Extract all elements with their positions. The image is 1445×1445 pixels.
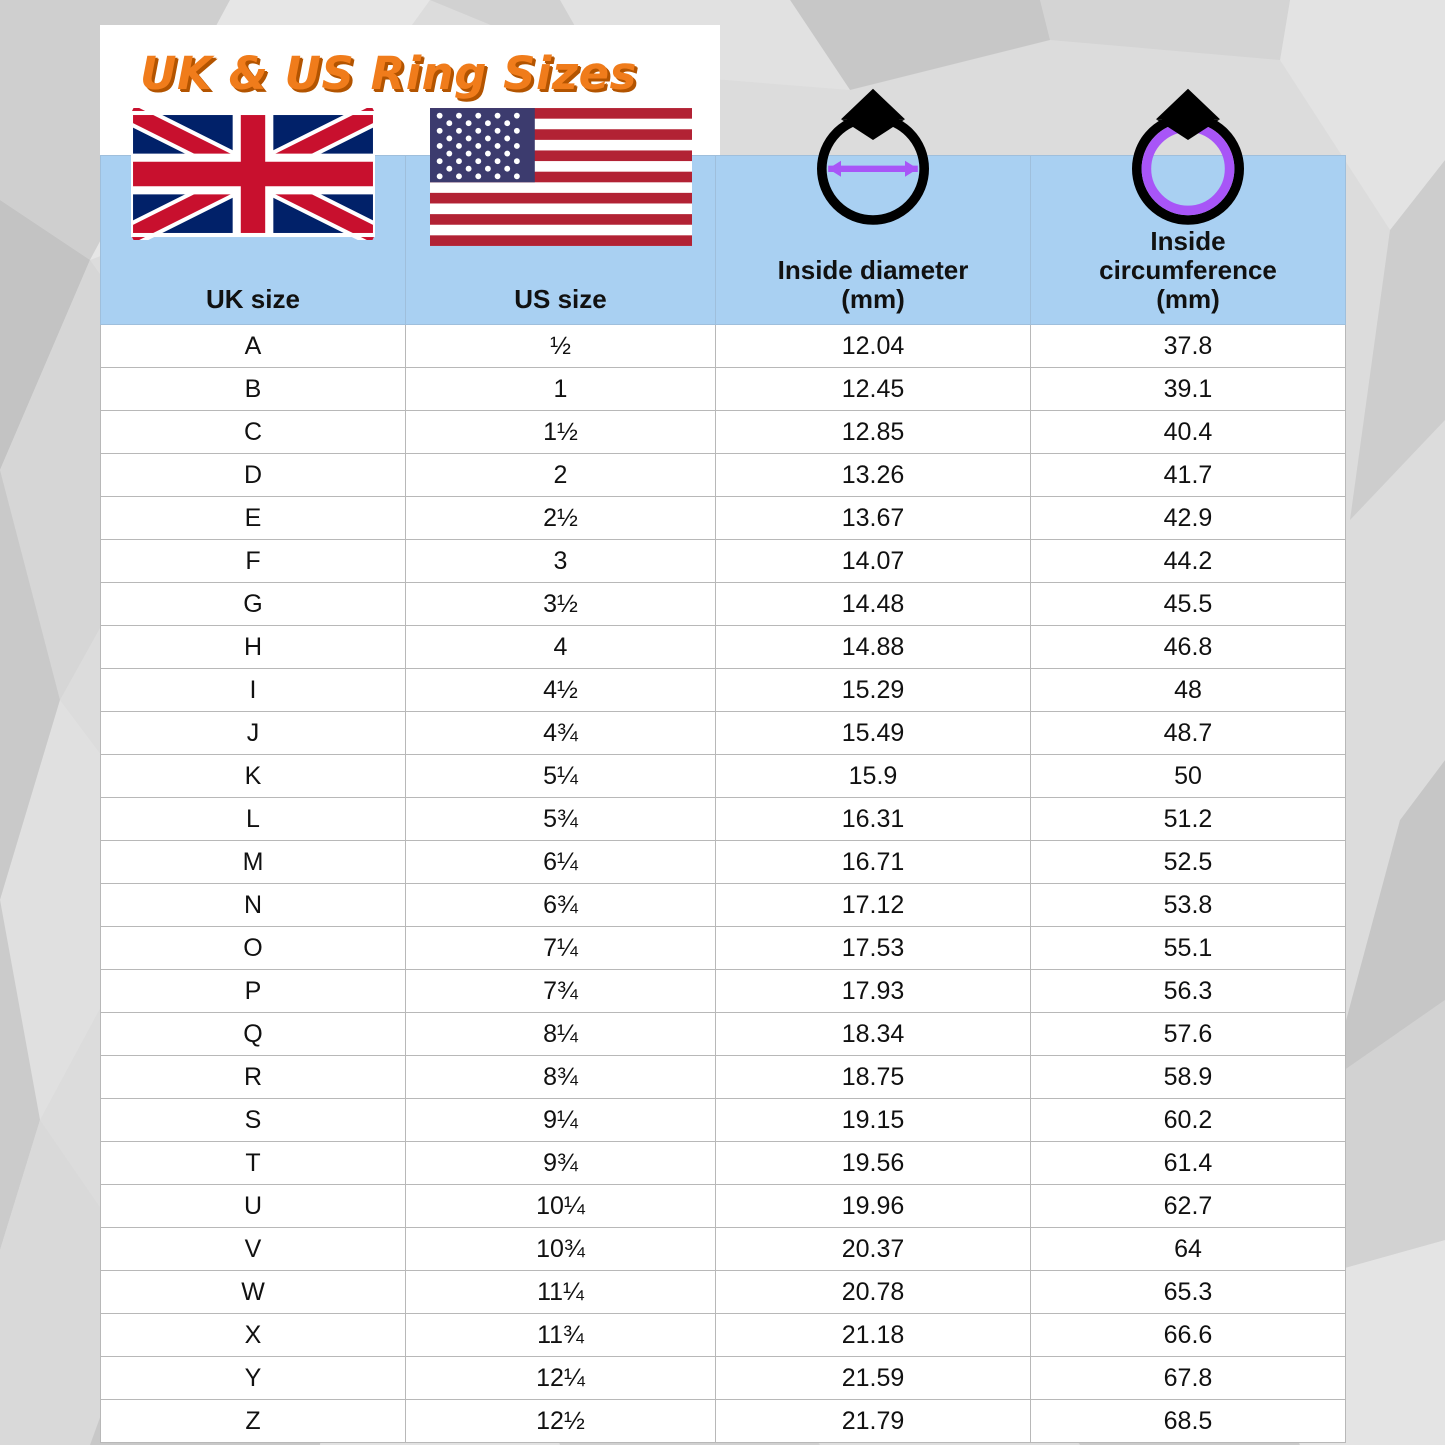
table-row	[101, 411, 1346, 454]
cell-inside-diameter: 12.04	[716, 325, 1031, 368]
cell-inside-diameter: 17.93	[716, 970, 1031, 1013]
table-row	[101, 368, 1346, 411]
table-row	[101, 454, 1346, 497]
cell-inside-circumference: 41.7	[1031, 454, 1346, 497]
cell-us-size: 11¼	[406, 1271, 716, 1314]
cell-inside-circumference: 56.3	[1031, 970, 1346, 1013]
cell-inside-diameter: 12.85	[716, 411, 1031, 454]
cell-inside-circumference: 68.5	[1031, 1400, 1346, 1443]
cell-inside-circumference: 60.2	[1031, 1099, 1346, 1142]
table-row	[101, 669, 1346, 712]
cell-inside-circumference: 46.8	[1031, 626, 1346, 669]
cell-inside-diameter: 18.75	[716, 1056, 1031, 1099]
cell-us-size: 5¾	[406, 798, 716, 841]
cell-us-size: 12½	[406, 1400, 716, 1443]
cell-us-size: 2½	[406, 497, 716, 540]
cell-inside-diameter: 17.53	[716, 927, 1031, 970]
table-row	[101, 1271, 1346, 1314]
table-row	[101, 884, 1346, 927]
cell-us-size: 8¾	[406, 1056, 716, 1099]
cell-us-size: 12¼	[406, 1357, 716, 1400]
cell-inside-diameter: 13.67	[716, 497, 1031, 540]
table-header-row	[101, 156, 1346, 325]
cell-uk-size: X	[101, 1314, 406, 1357]
cell-uk-size: W	[101, 1271, 406, 1314]
table-row	[101, 1013, 1346, 1056]
table-row	[101, 798, 1346, 841]
cell-inside-circumference: 55.1	[1031, 927, 1346, 970]
table-row	[101, 1142, 1346, 1185]
table-row	[101, 325, 1346, 368]
cell-inside-diameter: 21.18	[716, 1314, 1031, 1357]
cell-us-size: 9¾	[406, 1142, 716, 1185]
cell-us-size: 1	[406, 368, 716, 411]
table-row	[101, 1056, 1346, 1099]
cell-uk-size: Z	[101, 1400, 406, 1443]
column-label-inside-diameter-line1: Inside diameter	[777, 254, 969, 285]
column-header-inside-diameter	[716, 156, 1031, 325]
cell-us-size: ½	[406, 325, 716, 368]
cell-uk-size: I	[101, 669, 406, 712]
cell-us-size: 7¼	[406, 927, 716, 970]
cell-inside-diameter: 15.9	[716, 755, 1031, 798]
cell-uk-size: T	[101, 1142, 406, 1185]
table-row	[101, 1228, 1346, 1271]
ring-size-table	[100, 155, 1346, 1443]
cell-inside-circumference: 48	[1031, 669, 1346, 712]
column-header-uk-size	[101, 156, 406, 325]
cell-us-size: 5¼	[406, 755, 716, 798]
table-row	[101, 1357, 1346, 1400]
cell-inside-circumference: 40.4	[1031, 411, 1346, 454]
cell-uk-size: F	[101, 540, 406, 583]
ring-circumference-icon	[1108, 76, 1268, 241]
cell-inside-circumference: 50	[1031, 755, 1346, 798]
cell-inside-diameter: 14.07	[716, 540, 1031, 583]
cell-inside-circumference: 61.4	[1031, 1142, 1346, 1185]
cell-inside-diameter: 20.37	[716, 1228, 1031, 1271]
cell-uk-size: N	[101, 884, 406, 927]
cell-uk-size: D	[101, 454, 406, 497]
cell-us-size: 1½	[406, 411, 716, 454]
table-body	[101, 325, 1346, 1443]
cell-uk-size: H	[101, 626, 406, 669]
cell-us-size: 4	[406, 626, 716, 669]
cell-inside-diameter: 19.15	[716, 1099, 1031, 1142]
ring-diameter-icon	[793, 76, 953, 241]
cell-inside-circumference: 66.6	[1031, 1314, 1346, 1357]
column-header-inside-circumference	[1031, 156, 1346, 325]
cell-us-size: 3	[406, 540, 716, 583]
cell-inside-circumference: 51.2	[1031, 798, 1346, 841]
cell-inside-diameter: 15.49	[716, 712, 1031, 755]
cell-us-size: 10¼	[406, 1185, 716, 1228]
cell-uk-size: O	[101, 927, 406, 970]
uk-flag-icon	[131, 108, 375, 245]
cell-uk-size: K	[101, 755, 406, 798]
cell-inside-circumference: 48.7	[1031, 712, 1346, 755]
page-title: UK & US Ring Sizes	[140, 47, 637, 100]
cell-us-size: 10¾	[406, 1228, 716, 1271]
column-label-inside-circumference-line3: (mm)	[1156, 283, 1220, 314]
cell-inside-circumference: 39.1	[1031, 368, 1346, 411]
cell-inside-diameter: 21.79	[716, 1400, 1031, 1443]
cell-uk-size: V	[101, 1228, 406, 1271]
cell-inside-diameter: 20.78	[716, 1271, 1031, 1314]
cell-us-size: 6¾	[406, 884, 716, 927]
column-header-us-size	[406, 156, 716, 325]
cell-uk-size: G	[101, 583, 406, 626]
cell-inside-diameter: 12.45	[716, 368, 1031, 411]
cell-inside-diameter: 16.71	[716, 841, 1031, 884]
cell-inside-circumference: 67.8	[1031, 1357, 1346, 1400]
cell-inside-circumference: 42.9	[1031, 497, 1346, 540]
cell-uk-size: E	[101, 497, 406, 540]
cell-us-size: 4½	[406, 669, 716, 712]
column-label-inside-diameter-line2: (mm)	[841, 283, 905, 314]
cell-us-size: 4¾	[406, 712, 716, 755]
cell-us-size: 8¼	[406, 1013, 716, 1056]
table-row	[101, 540, 1346, 583]
cell-inside-diameter: 21.59	[716, 1357, 1031, 1400]
table-row	[101, 583, 1346, 626]
cell-uk-size: C	[101, 411, 406, 454]
cell-uk-size: Q	[101, 1013, 406, 1056]
cell-inside-circumference: 65.3	[1031, 1271, 1346, 1314]
column-label-uk-size: UK size	[206, 283, 300, 314]
table-row	[101, 755, 1346, 798]
cell-uk-size: R	[101, 1056, 406, 1099]
cell-us-size: 9¼	[406, 1099, 716, 1142]
column-label-inside-circumference-line1: Inside	[1150, 225, 1226, 256]
table-row	[101, 497, 1346, 540]
cell-uk-size: J	[101, 712, 406, 755]
cell-uk-size: S	[101, 1099, 406, 1142]
table-row	[101, 841, 1346, 884]
cell-inside-circumference: 53.8	[1031, 884, 1346, 927]
cell-inside-diameter: 13.26	[716, 454, 1031, 497]
cell-inside-diameter: 18.34	[716, 1013, 1031, 1056]
table-row	[101, 1400, 1346, 1443]
us-flag-icon	[430, 108, 692, 251]
cell-us-size: 3½	[406, 583, 716, 626]
cell-inside-circumference: 52.5	[1031, 841, 1346, 884]
cell-uk-size: U	[101, 1185, 406, 1228]
cell-inside-diameter: 19.56	[716, 1142, 1031, 1185]
table-row	[101, 970, 1346, 1013]
cell-us-size: 6¼	[406, 841, 716, 884]
cell-inside-diameter: 16.31	[716, 798, 1031, 841]
column-label-us-size: US size	[514, 283, 607, 314]
cell-inside-circumference: 62.7	[1031, 1185, 1346, 1228]
table-row	[101, 1099, 1346, 1142]
table-row	[101, 927, 1346, 970]
cell-uk-size: A	[101, 325, 406, 368]
cell-uk-size: Y	[101, 1357, 406, 1400]
table-row	[101, 712, 1346, 755]
cell-uk-size: L	[101, 798, 406, 841]
cell-inside-diameter: 15.29	[716, 669, 1031, 712]
cell-uk-size: P	[101, 970, 406, 1013]
cell-inside-circumference: 58.9	[1031, 1056, 1346, 1099]
cell-inside-circumference: 45.5	[1031, 583, 1346, 626]
cell-inside-diameter: 19.96	[716, 1185, 1031, 1228]
cell-inside-diameter: 14.48	[716, 583, 1031, 626]
cell-uk-size: B	[101, 368, 406, 411]
table-row	[101, 1185, 1346, 1228]
cell-inside-circumference: 57.6	[1031, 1013, 1346, 1056]
cell-inside-circumference: 64	[1031, 1228, 1346, 1271]
cell-us-size: 7¾	[406, 970, 716, 1013]
cell-inside-circumference: 37.8	[1031, 325, 1346, 368]
column-label-inside-circumference-line2: circumference	[1099, 254, 1277, 285]
table-row	[101, 1314, 1346, 1357]
cell-us-size: 2	[406, 454, 716, 497]
cell-inside-diameter: 17.12	[716, 884, 1031, 927]
cell-uk-size: M	[101, 841, 406, 884]
cell-us-size: 11¾	[406, 1314, 716, 1357]
cell-inside-diameter: 14.88	[716, 626, 1031, 669]
cell-inside-circumference: 44.2	[1031, 540, 1346, 583]
table-row	[101, 626, 1346, 669]
